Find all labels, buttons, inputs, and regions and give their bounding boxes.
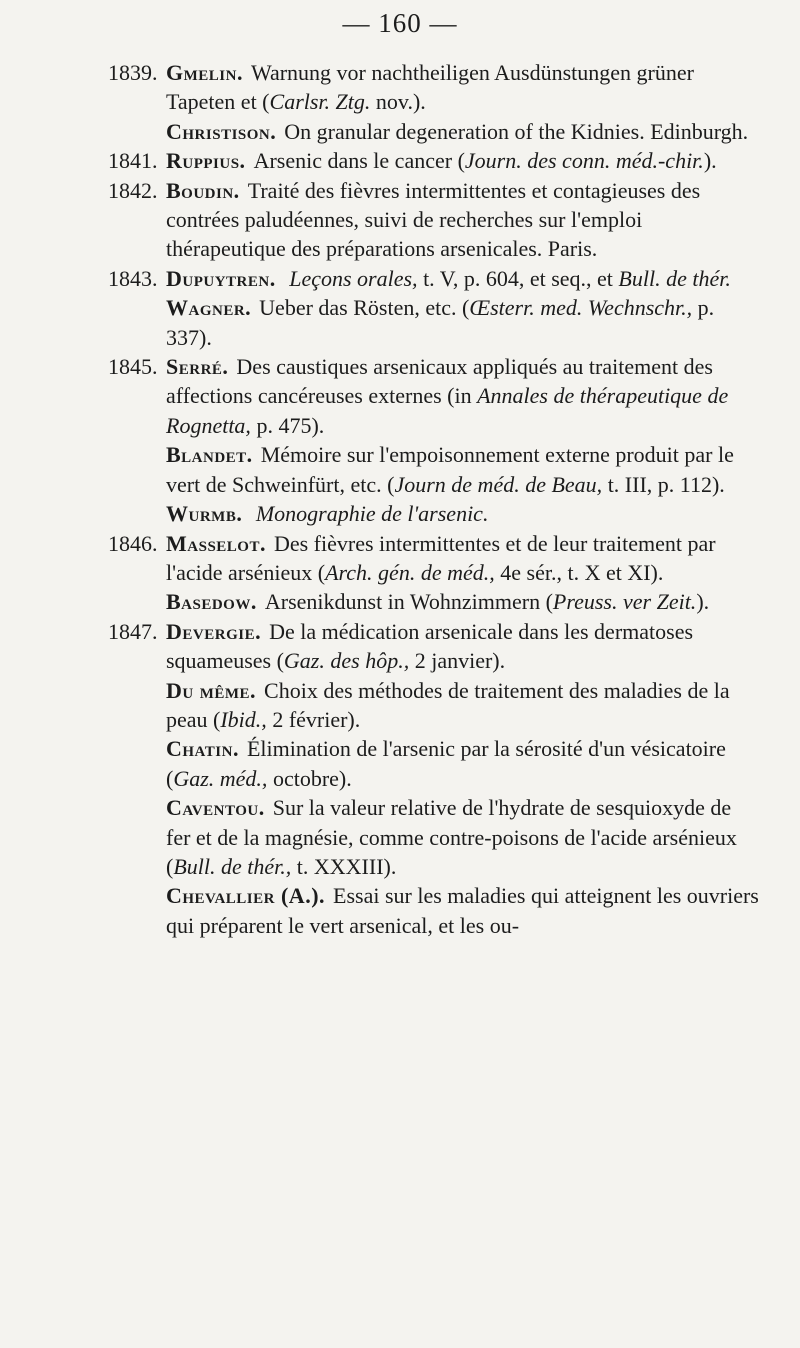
entry-text: Des caustiques arsenicaux appliqués au traitement des affections cancéreuses externes (in [166,354,713,409]
bibliography-entry [108,881,760,940]
bibliography-entry [108,293,760,352]
entry-author: Gmelin. [166,60,243,85]
entry-source: Bull. de thér. [618,265,731,291]
bibliography-entry [108,264,760,293]
bibliography-entry [108,587,760,616]
entry-source: Arch. gén. de méd., [325,559,495,585]
bibliography-entry [108,58,760,117]
entry-text: Des fièvres intermittentes et de leur traitement par l'acide arsénieux ( [166,530,716,585]
entry-tail: p. 475). [250,412,325,438]
entry-author: Basedow. [166,589,257,615]
entry-author: Wurmb. [166,501,243,527]
entry-tail: 2 février). [266,706,361,732]
entry-author: Ruppius. [166,148,246,174]
bibliography-entry [108,440,760,499]
bibliography-entry [108,117,760,146]
entry-text: Sur la valeur relative de l'hydrate de sesquioxyde de fer et de la magnésie, comme contre-poisons de l'acide arsénieux ( [166,795,737,879]
entry-source: Bull. de thér., [173,853,292,879]
entry-text: Essai sur les maladies qui atteignent les ouvriers qui préparent le vert arsenical, et les ou- [166,883,759,938]
entry-tail: t. III, p. 112). [602,471,725,497]
entry-text: Choix des méthodes de traitement des maladies de la peau ( [166,677,730,732]
entry-text: De la médication arsenicale dans les dermatoses squameuses ( [166,618,694,674]
entry-source: Leçons orales, [289,265,418,291]
entry-text: Arsenic dans le cancer ( [253,148,465,174]
entry-author: Blandet. [166,442,253,468]
entry-author: Dupuytren. [166,265,276,291]
entry-tail: ). [703,148,717,174]
entry-text: Mémoire sur l'empoisonnement externe produit par le vert de Schweinfürt, etc. ( [166,442,734,497]
entry-tail: t. V, p. 604, et seq., et [417,265,619,291]
bibliography-entry [108,499,760,528]
entry-tail: p. 337). [166,295,715,350]
bibliography-entry [108,734,760,793]
entry-text: Ueber das Rösten, etc. ( [259,295,470,321]
entry-year: 1845. [108,354,158,380]
bibliography-entry [108,352,760,440]
entry-text: Arsenikdunst in Wohnzimmern ( [264,589,553,615]
entry-author: Serré. [166,354,229,380]
entry-source: Gaz. des hôp., [283,648,410,674]
entry-source: Monographie de l'arsenic. [255,501,489,527]
entry-author: Chatin. [166,736,239,762]
entry-text: Traité des fièvres intermittentes et contagieuses des contrées paludéennes, suivi de recherches sur l'emploi thérapeutique des préparations arsenicales. Paris. [166,177,701,262]
entry-tail: ). [696,589,710,615]
entry-author: Du même. [166,677,257,703]
entry-source: Preuss. ver Zeit. [552,589,697,615]
entry-author: Caventou. [166,795,265,821]
entry-text: Élimination de l'arsenic par la sérosité d'un vésicatoire ( [166,736,726,791]
bibliography-entry [108,617,760,676]
entry-source: Annales de thérapeutique de Rognetta, [166,383,729,438]
entry-tail: 4e sér., t. X et XI). [494,559,664,585]
page-number: — 160 — [342,8,458,38]
entry-year: 1843. [108,265,158,291]
entry-author: Wagner. [166,295,252,321]
entry-tail: octobre). [267,765,352,791]
entry-author: Boudin. [166,177,240,203]
entry-source: Journ de méd. de Beau, [394,471,603,497]
entry-source: Journ. des conn. méd.-chir. [464,148,704,174]
entry-author: Christison. [166,118,277,144]
bibliography-entry [108,793,760,881]
entry-year: 1839. [108,60,158,85]
entry-year: 1842. [108,177,158,203]
entry-author: Masselot. [166,530,266,556]
entry-source: Gaz. méd., [173,765,268,791]
entry-text: On granular degeneration of the Kidnies. Edinburgh. [284,118,749,144]
entry-year: 1841. [108,148,158,174]
entry-text: Warnung vor nachtheiligen Ausdünstungen grüner Tapeten et ( [166,60,694,115]
entry-year: 1846. [108,530,158,556]
bibliography-entry [108,529,760,588]
entry-tail: t. XXXIII). [291,853,397,879]
entry-author: Devergie. [166,618,262,644]
entry-source: Ibid., [220,706,267,732]
bibliography-entry [108,176,760,264]
entry-year: 1847. [108,618,158,644]
entry-tail: 2 janvier). [409,648,506,674]
entry-source: Carlsr. Ztg. [269,89,371,115]
entry-source: Œsterr. med. Wechnschr., [469,295,693,321]
bibliography-entry [108,146,760,175]
bibliography-entry [108,676,760,735]
entry-author: Chevallier (A.). [166,883,326,909]
bibliography-list [108,58,760,940]
entry-tail: nov.). [370,89,426,115]
